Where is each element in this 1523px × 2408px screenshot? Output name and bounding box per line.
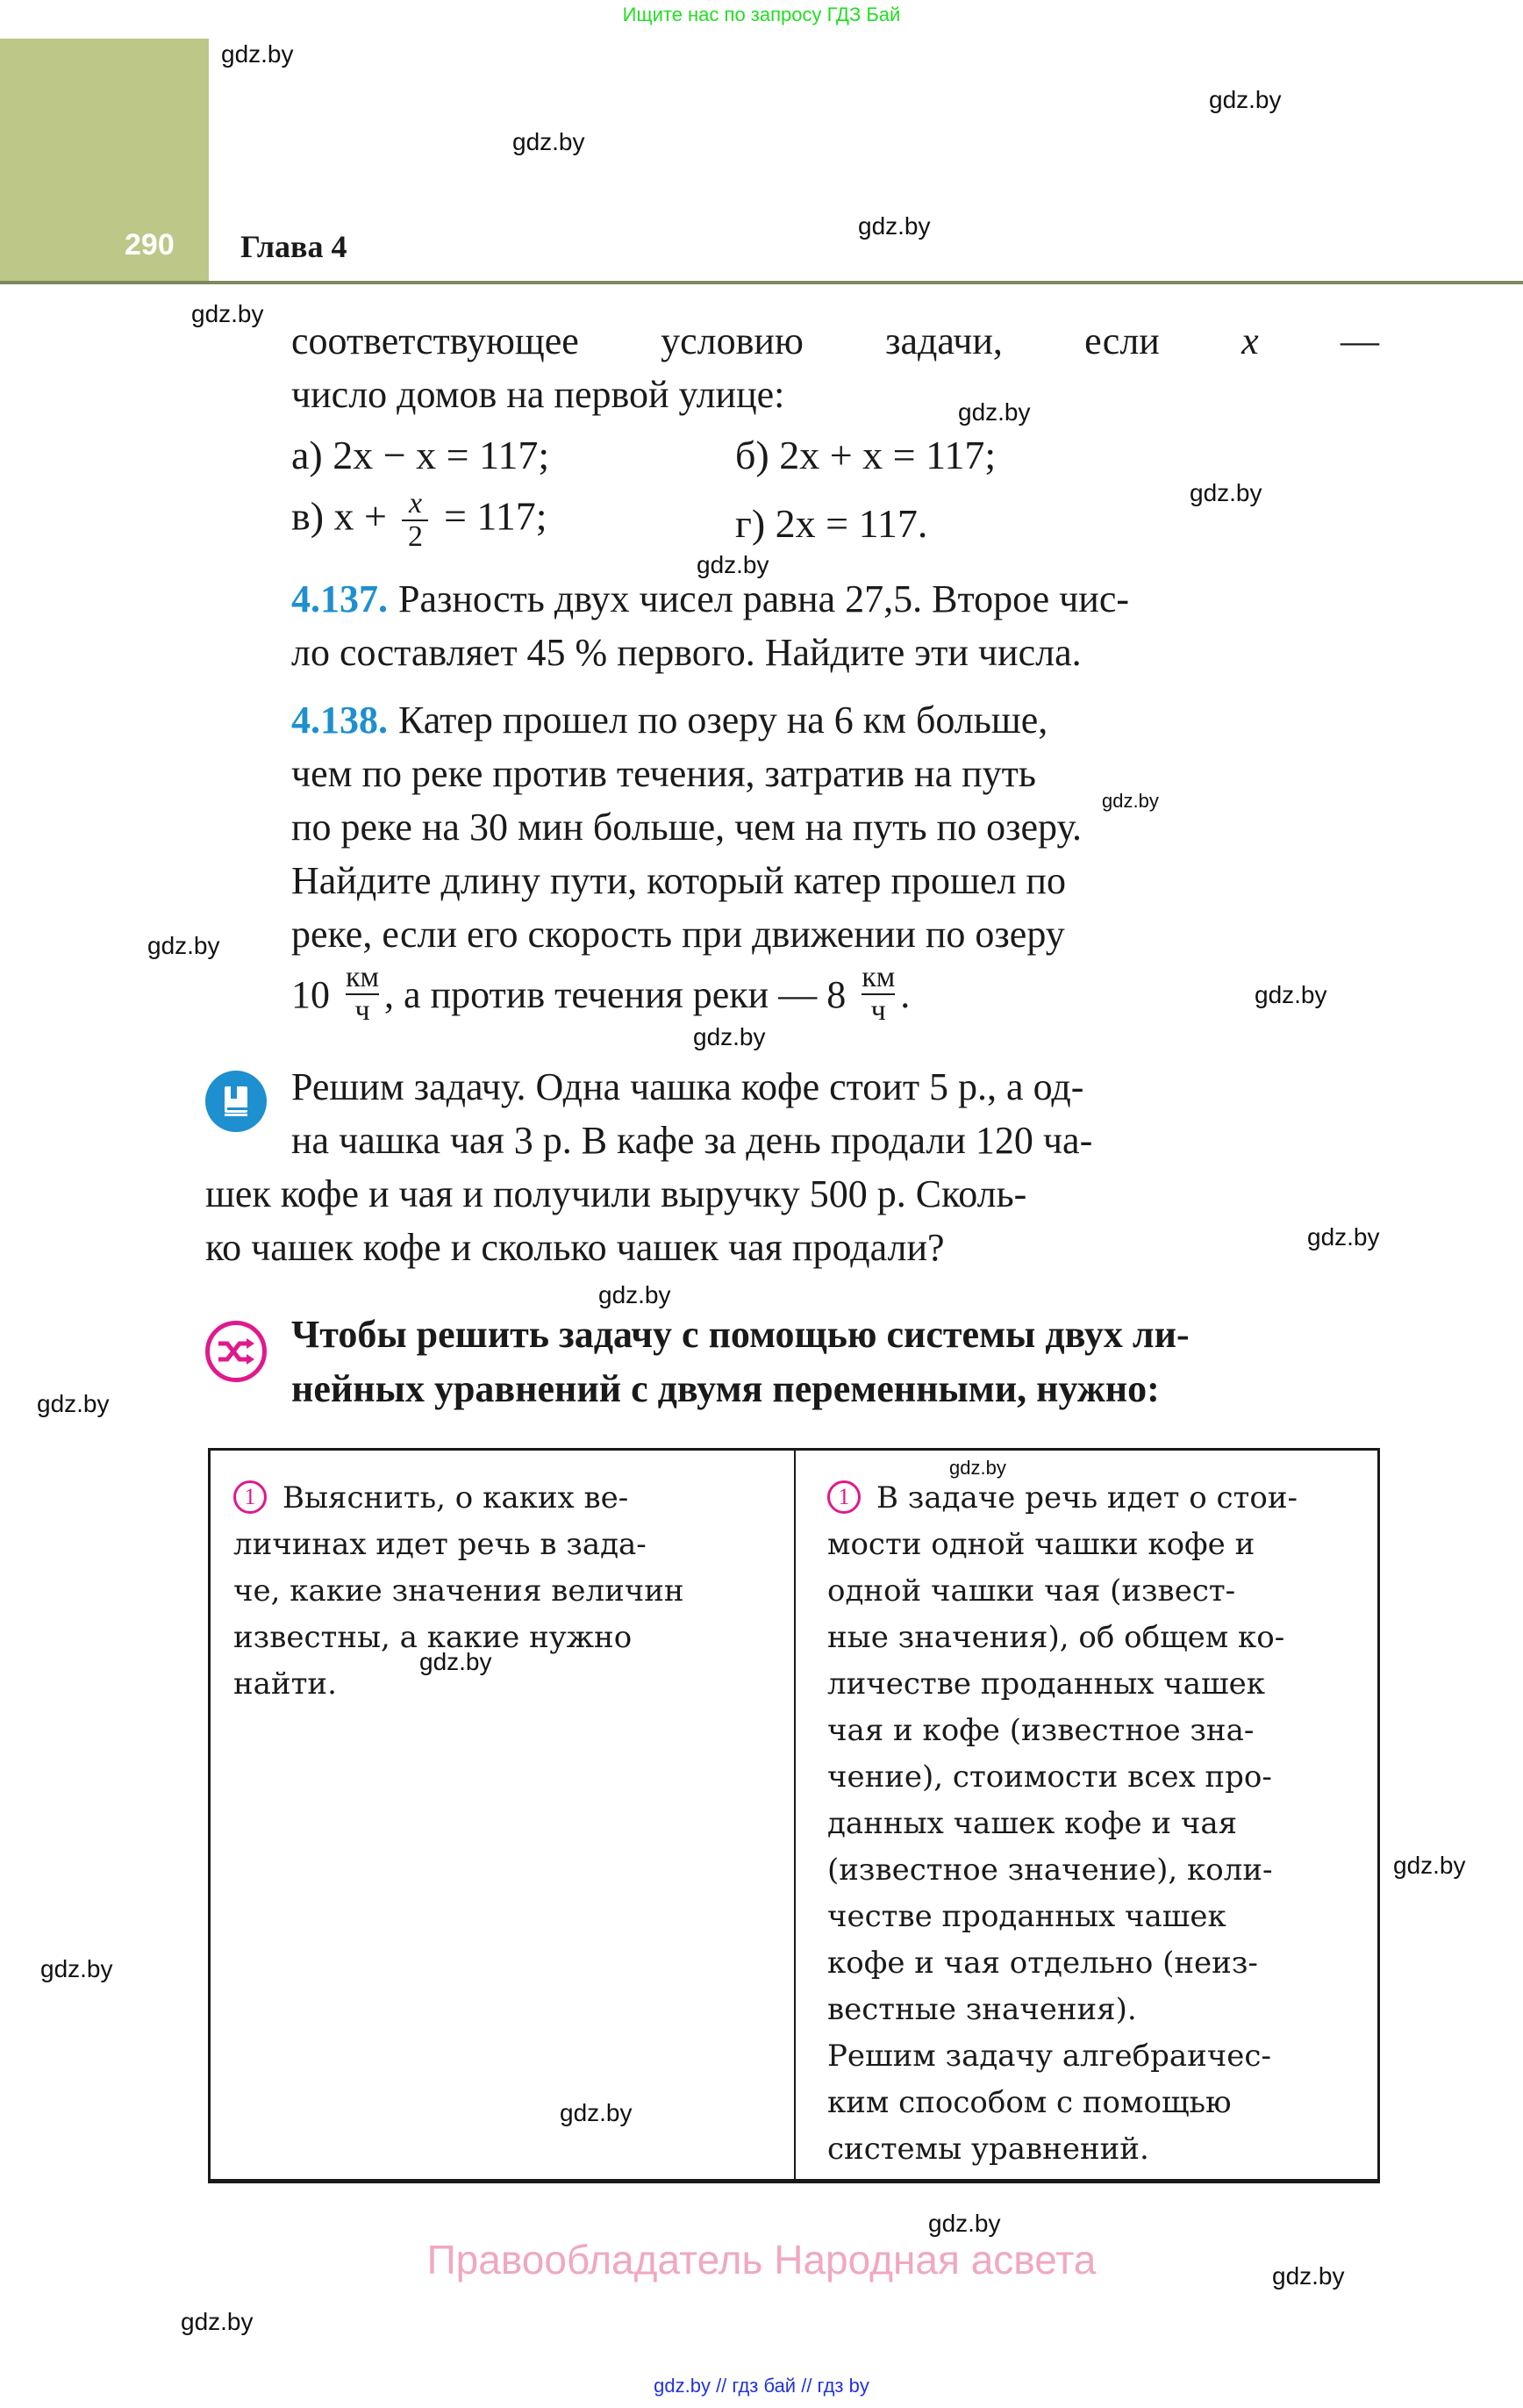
watermark: gdz.by xyxy=(40,1955,113,1982)
watermark: gdz.by xyxy=(191,300,264,327)
watermark: gdz.by xyxy=(221,40,294,68)
steps-column-example: 1 В задаче речь идет о стои- мости одной чашки кофе и одной чашки чая (извест- ные значения), об общем ко- личестве проданных чашек чая и кофе (известное зна- чение), стоимости всех про- данных чашек кофе и чая (известное значение), коли- честве проданных чашек кофе и чая отдельно (неиз- вестные значения). Решим задачу алгебраичес- ким способом с помощью системы уравнений. xyxy=(827,1480,1298,2167)
example-text: Решим задачу. Одна чашка кофе стоит 5 р., а од- на чашка чая 3 р. В кафе за день продали 120 ча- xyxy=(291,1065,1093,1162)
option-g: г) 2x = 117. xyxy=(735,501,928,546)
step-number-badge: 1 xyxy=(233,1480,267,1514)
header-band xyxy=(0,39,209,283)
intro-text xyxy=(291,314,1379,421)
watermark: gdz.by xyxy=(560,2099,633,2126)
step-number-badge: 1 xyxy=(827,1480,861,1514)
watermark: gdz.by xyxy=(949,1457,1006,1479)
steps-table xyxy=(208,1448,1380,2183)
watermark: gdz.by xyxy=(858,212,931,240)
unit-km-per-h: $\frac{км}{ч}$ xyxy=(862,961,896,1027)
fraction-x-over-2: $\frac{x}{2}$ xyxy=(402,488,428,553)
steps-column-instruction: 1 Выяснить, о каких ве- личинах идет речь в зада- че, какие значения величин известны, а какие нужно найти. xyxy=(211,1451,796,2179)
watermark: gdz.by xyxy=(928,2210,1001,2237)
watermark: gdz.by xyxy=(1190,479,1262,506)
watermark: gdz.by xyxy=(181,2308,254,2335)
watermark: gdz.by xyxy=(1209,86,1282,113)
speed-line: 10 $\frac{км}{ч}$ , а против течения реки — 8 $\frac{км}{ч}$ . xyxy=(291,961,911,1027)
watermark: gdz.by xyxy=(1307,1223,1380,1251)
watermark: gdz.by xyxy=(1272,2262,1345,2290)
problem-number: 4.137. xyxy=(291,577,388,620)
footer-links[interactable]: gdz.by // гдз бай // гдз by xyxy=(654,2375,869,2397)
header-rule xyxy=(0,281,1523,284)
problem-number: 4.138. xyxy=(291,699,388,742)
chapter-title: Глава 4 xyxy=(240,229,347,264)
example-text-continued: шек кофе и чая и получили выручку 500 р. Сколь- ко чашек кофе и сколько чашек чая продали? xyxy=(205,1172,1027,1269)
top-banner: Ищите нас по запросу ГДЗ Бай xyxy=(622,4,901,25)
option-b: б) 2x + x = 117; xyxy=(735,433,997,477)
unit-km-per-h: $\frac{км}{ч}$ xyxy=(346,961,380,1027)
book-icon xyxy=(205,1071,267,1132)
page-number: 290 xyxy=(125,228,175,262)
watermark: gdz.by xyxy=(512,128,585,155)
watermark: gdz.by xyxy=(1393,1852,1466,1879)
watermark: gdz.by xyxy=(37,1390,110,1417)
problem-4137: 4.137. Разность двух чисел равна 27,5. Второе чис- ло составляет 45 % первого. Найдите эти числа. xyxy=(291,577,1130,674)
watermark: gdz.by xyxy=(958,398,1031,426)
watermark: gdz.by xyxy=(697,551,769,578)
option-v: в) x + $\frac{x}{2}$ = 117; xyxy=(291,487,547,553)
watermark: gdz.by xyxy=(693,1023,766,1050)
watermark: gdz.by xyxy=(1255,981,1327,1008)
shuffle-icon xyxy=(205,1321,267,1382)
copyright-notice: Правообладатель Народная асвета xyxy=(426,2237,1097,2283)
problem-4138: 4.138. Катер прошел по озеру на 6 км больше, чем по реке против течения, затратив на путь по реке на 30 мин больше, чем на путь по озеру. Найдите длину пути, который катер прошел по реке, если его скорость при движении по озеру 10 $\frac{км}{ч}$ , а против течения реки — 8 $\frac{км}{ч}$ . xyxy=(291,693,1379,1028)
watermark: gdz.by xyxy=(1102,790,1159,812)
watermark: gdz.by xyxy=(598,1281,671,1308)
intro-line-2: число домов на первой улице: xyxy=(291,373,785,416)
watermark: gdz.by xyxy=(147,932,220,959)
watermark: gdz.by xyxy=(419,1648,492,1675)
intro-line-1: соответствующее условию задачи, если x — xyxy=(291,319,1379,362)
rule-title: Чтобы решить задачу с помощью системы двух ли- нейных уравнений с двумя переменными, нужно: xyxy=(291,1313,1190,1410)
option-a: а) 2x − x = 117; xyxy=(291,433,550,477)
